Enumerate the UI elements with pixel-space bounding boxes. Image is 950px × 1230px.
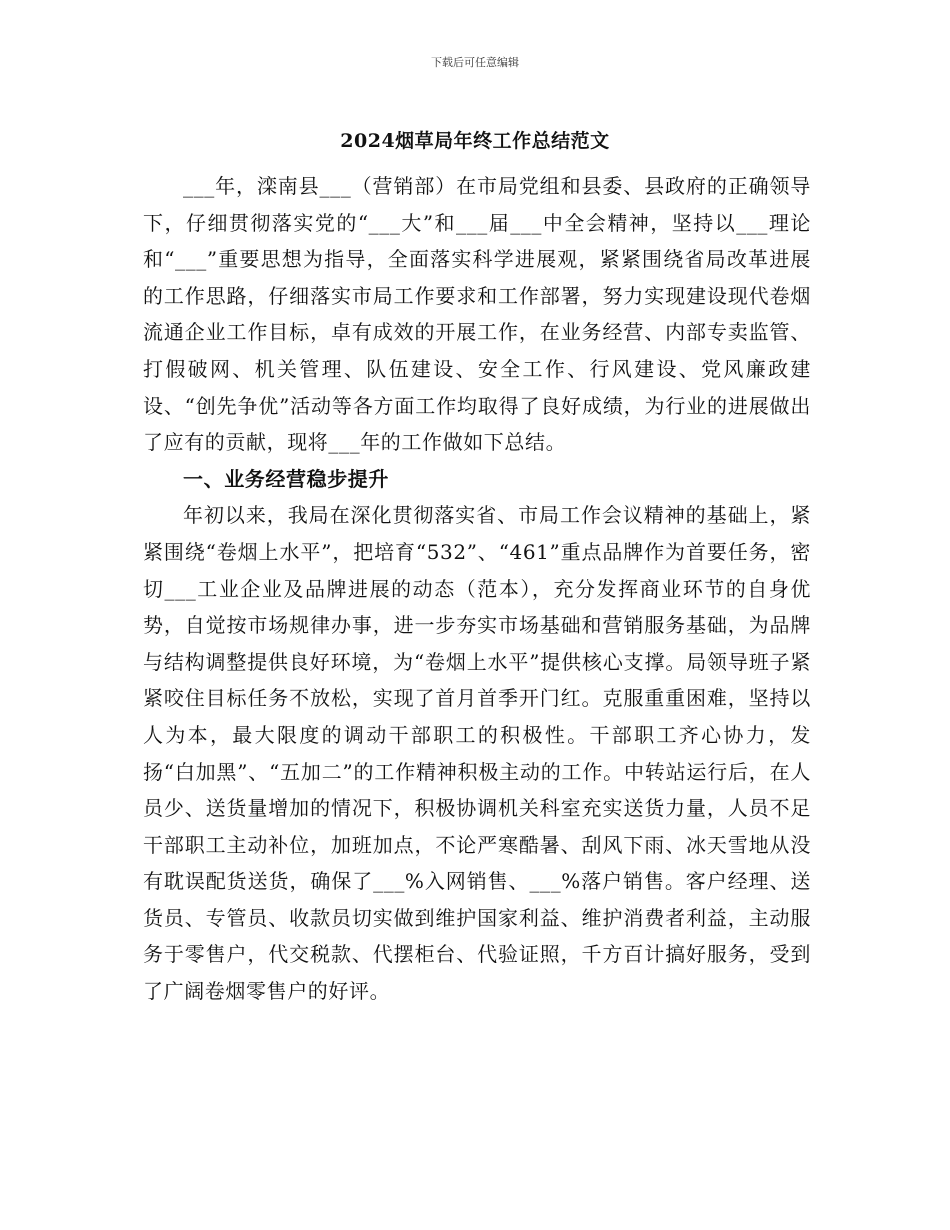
section-paragraph: 年初以来，我局在深化贯彻落实省、市局工作会议精神的基础上，紧紧围绕“卷烟上水平”，把培育“532”、“461”重点品牌作为首要任务，密切___工业企业及品牌进展的动态（范本），充分发挥商业环节的自身优势，自觉按市场规律办事，进一步夯实市场基础和营销服务基础，为品牌与结构调整提供良好环境，为“卷烟上水平”提供核心支撑。局领导班子紧紧咬住目标任务不放松，实现了首月首季开门红。克服重重困难，坚持以人为本，最大限度的调动干部职工的积极性。干部职工齐心协力，发扬“白加黑”、“五加二”的工作精神积极主动的工作。中转站运行后，在人员少、送货量增加的情况下，积极协调机关科室充实送货力量，人员不足干部职工主动补位，加班加点，不论严寒酷暑、刮风下雨、冰天雪地从没有耽误配货送货，确保了___%入网销售、___%落户销售。客户经理、送货员、专管员、收款员切实做到维护国家利益、维护消费者利益，主动服务于零售户，代交税款、代摆柜台、代验证照，千方百计搞好服务，受到了广阔卷烟零售户的好评。 [143,503,811,1004]
intro-paragraph: ___年，滦南县___（营销部）在市局党组和县委、县政府的正确领导下，仔细贯彻落实党的“___大”和___届___中全会精神，坚持以___理论和“___”重要思想为指导，全面落实科学进展观，紧紧围绕省局改革进展的工作思路，仔细落实市局工作要求和工作部署，努力实现建设现代卷烟流通企业工作目标，卓有成效的开展工作，在业务经营、内部专卖监管、打假破网、机关管理、队伍建设、安全工作、行风建设、党风廉政建设、“创先争优”活动等各方面工作均取得了良好成绩，为行业的进展做出了应有的贡献，现将___年的工作做如下总结。 [143,174,811,455]
document-body [143,168,811,1010]
document-title: 2024烟草局年终工作总结范文 [340,130,610,152]
section-heading: 一、业务经营稳步提升 [183,466,389,491]
header-note: 下载后可任意编辑 [431,56,519,69]
